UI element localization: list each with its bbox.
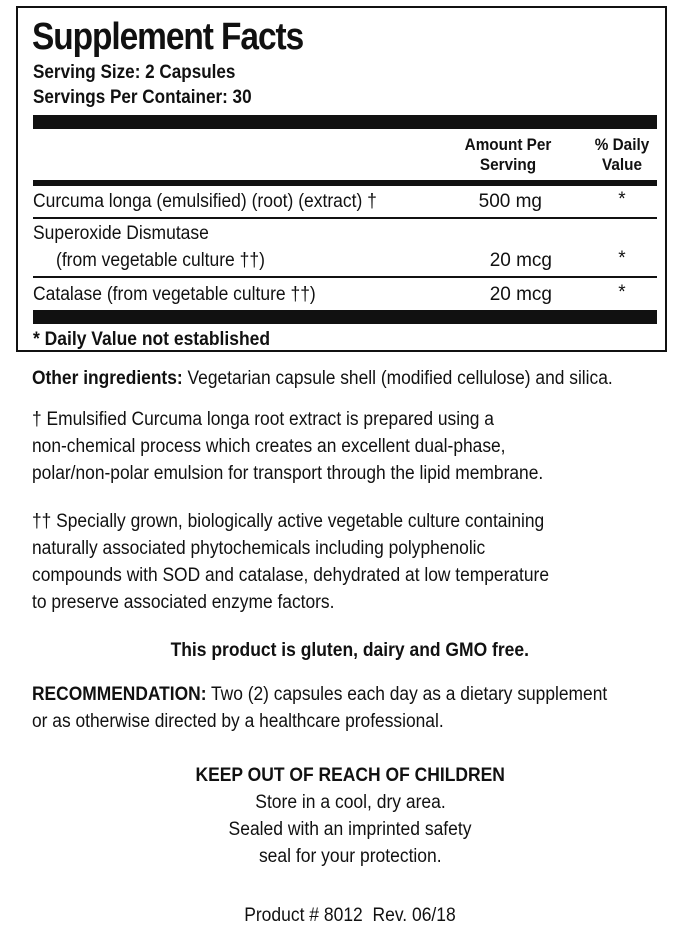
thick-divider-bottom [33,310,657,324]
row-divider [33,217,657,219]
other-ingredients-label: Other ingredients: [32,368,183,389]
product-number: Product # 8012 Rev. 06/18 [244,905,456,926]
ingredient-amount: 20 mcg [489,284,552,305]
row-divider [33,276,657,278]
other-ingredients-text: Vegetarian capsule shell (modified cellulose) and silica. [182,368,613,389]
ingredient-daily-value: * [618,282,626,303]
facts-title: Supplement Facts [32,16,304,58]
serving-size: Serving Size: 2 Capsules [33,62,236,83]
ingredient-name: Superoxide Dismutase [33,223,209,244]
ingredient-name-detail: (from vegetable culture ††) [56,250,265,271]
supplement-facts-panel [16,6,667,352]
thick-divider-top [33,115,657,129]
column-header-amount: Amount Per Serving [464,135,552,174]
ingredient-daily-value: * [618,189,626,210]
daily-value-footnote: * Daily Value not established [33,329,271,350]
thin-divider-header [33,180,657,186]
recommendation: RECOMMENDATION: Two (2) capsules each day as a dietary supplement or as otherwise directed by a healthcare professional. [32,684,608,732]
ingredient-amount: 20 mcg [489,250,552,271]
ingredient-daily-value: * [618,248,626,269]
column-header-daily-value: % Daily Value [594,135,650,174]
double-dagger-note: †† Specially grown, biologically active vegetable culture containing naturally associated phytochemicals including polyphenolic compounds with SOD and catalase, dehydrated at low temperature to preserve associated enzyme factors. [32,511,550,613]
servings-per-container: Servings Per Container: 30 [33,87,252,108]
other-ingredients [32,365,613,392]
ingredient-name: Curcuma longa (emulsified) (root) (extract) † [33,191,377,212]
allergen-statement: This product is gluten, dairy and GMO free. [170,640,530,661]
storage-instructions: Store in a cool, dry area. Sealed with an imprinted safety seal for your protection. [228,792,472,867]
recommendation-label: RECOMMENDATION: [32,684,207,705]
warning-text: KEEP OUT OF REACH OF CHILDREN [195,765,505,786]
ingredient-name: Catalase (from vegetable culture ††) [33,284,316,305]
ingredient-amount: 500 mg [478,191,542,212]
dagger-note: † Emulsified Curcuma longa root extract is prepared using a non-chemical process which creates an excellent dual-phase, polar/non-polar emulsion for transport through the lipid membrane. [32,409,544,484]
